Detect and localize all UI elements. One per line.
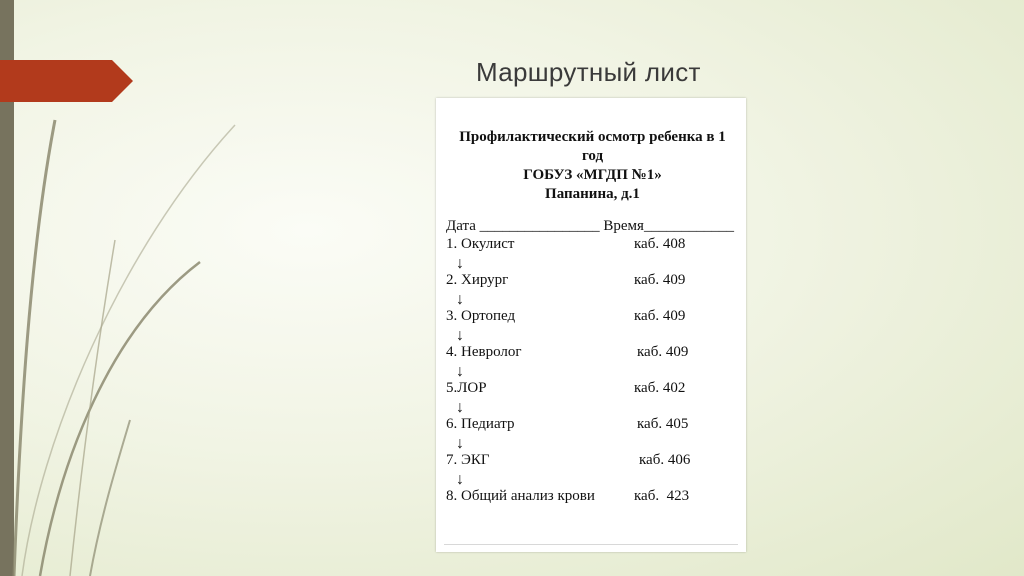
specialist-label: 5.ЛОР xyxy=(446,380,487,396)
room-number: каб. 423 xyxy=(634,488,690,504)
document-header xyxy=(436,128,746,204)
room-number: каб. 409 xyxy=(634,308,686,324)
down-arrow-icon: ↓ xyxy=(456,291,464,308)
specialist-label: 7. ЭКГ xyxy=(446,452,490,468)
specialist-label: 3. Ортопед xyxy=(446,308,516,324)
document-divider xyxy=(444,544,738,545)
list-item xyxy=(446,308,686,325)
down-arrow-icon: ↓ xyxy=(456,471,464,488)
down-arrow-icon: ↓ xyxy=(456,363,464,380)
header-line: Папанина, д.1 xyxy=(545,186,640,202)
room-number: каб. 408 xyxy=(634,236,686,252)
header-line: Профилактический осмотр ребенка в 1 xyxy=(459,129,726,145)
specialist-label: 2. Хирург xyxy=(446,272,509,288)
room-number: каб. 409 xyxy=(637,344,689,360)
list-item xyxy=(446,380,686,397)
down-arrow-icon: ↓ xyxy=(456,399,464,416)
list-item xyxy=(446,236,686,253)
slide-title: Маршрутный лист xyxy=(476,57,701,87)
specialist-label: 1. Окулист xyxy=(446,236,515,252)
room-number: каб. 406 xyxy=(639,452,691,468)
specialist-label: 6. Педиатр xyxy=(446,416,515,432)
accent-arrow-banner xyxy=(0,60,133,102)
header-line: год xyxy=(581,148,604,164)
room-number: каб. 405 xyxy=(637,416,689,432)
room-number: каб. 409 xyxy=(634,272,686,288)
down-arrow-icon: ↓ xyxy=(456,255,464,272)
list-item xyxy=(446,344,689,361)
list-item xyxy=(446,416,689,433)
room-number: каб. 402 xyxy=(634,380,686,396)
header-line: ГОБУЗ «МГДП №1» xyxy=(523,167,662,183)
specialist-label: 8. Общий анализ крови xyxy=(446,488,595,504)
list-item xyxy=(446,488,690,505)
route-sheet-document xyxy=(436,98,746,552)
specialist-label: 4. Невролог xyxy=(446,344,522,360)
list-item xyxy=(446,272,686,289)
list-item xyxy=(446,452,691,469)
date-time-row: Дата ________________ Время____________ xyxy=(446,218,734,234)
down-arrow-icon: ↓ xyxy=(456,435,464,452)
down-arrow-icon: ↓ xyxy=(456,327,464,344)
